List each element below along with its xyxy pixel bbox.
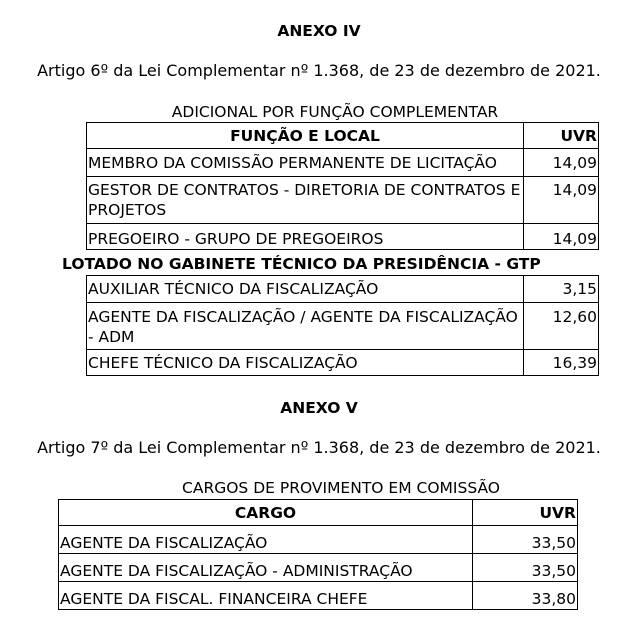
annex-v-heading: ANEXO V [280,399,358,417]
row-label: GESTOR DE CONTRATOS - DIRETORIA DE CONTRATOS E PROJETOS [87,177,524,224]
annex-v-table [58,499,578,610]
row-value: 3,15 [524,276,599,303]
annex-iv-table [86,122,599,250]
table-row [59,554,578,582]
row-label: AGENTE DA FISCALIZAÇÃO [59,526,473,554]
table-row [59,582,578,610]
table-row [87,177,599,224]
col-header-cargo: CARGO [59,500,473,526]
annex-v-caption: CARGOS DE PROVIMENTO EM COMISSÃO [182,479,500,497]
table-row [87,224,599,250]
row-label: CHEFE TÉCNICO DA FISCALIZAÇÃO [87,350,524,376]
row-label: AGENTE DA FISCALIZAÇÃO - ADMINISTRAÇÃO [59,554,473,582]
row-label: AUXILIAR TÉCNICO DA FISCALIZAÇÃO [87,276,524,303]
table-row [87,303,599,350]
row-label: PREGOEIRO - GRUPO DE PREGOEIROS [87,224,524,250]
row-value: 14,09 [524,177,599,224]
row-value: 33,50 [473,554,578,582]
gtp-section-title: LOTADO NO GABINETE TÉCNICO DA PRESIDÊNCIA - GTP [62,255,541,273]
table-row [87,350,599,376]
row-value: 14,09 [524,149,599,177]
table-header-row [59,500,578,526]
col-header-uvr: UVR [473,500,578,526]
row-label: AGENTE DA FISCALIZAÇÃO / AGENTE DA FISCALIZAÇÃO - ADM [87,303,524,350]
col-header-function: FUNÇÃO E LOCAL [87,123,524,149]
table-row [59,526,578,554]
table-header-row [87,123,599,149]
row-value: 14,09 [524,224,599,250]
annex-iv-caption: ADICIONAL POR FUNÇÃO COMPLEMENTAR [171,103,499,121]
table-row [87,276,599,303]
row-value: 33,80 [473,582,578,610]
table-row [87,149,599,177]
col-header-uvr: UVR [524,123,599,149]
annex-v-law-reference: Artigo 7º da Lei Complementar nº 1.368, de 23 de dezembro de 2021. [37,438,601,457]
row-value: 12,60 [524,303,599,350]
row-label: AGENTE DA FISCAL. FINANCEIRA CHEFE [59,582,473,610]
annex-iv-gtp-table [86,275,599,376]
row-value: 33,50 [473,526,578,554]
row-value: 16,39 [524,350,599,376]
annex-iv-law-reference: Artigo 6º da Lei Complementar nº 1.368, de 23 de dezembro de 2021. [37,61,601,80]
row-label: MEMBRO DA COMISSÃO PERMANENTE DE LICITAÇÃO [87,149,524,177]
annex-iv-heading: ANEXO IV [277,22,361,40]
